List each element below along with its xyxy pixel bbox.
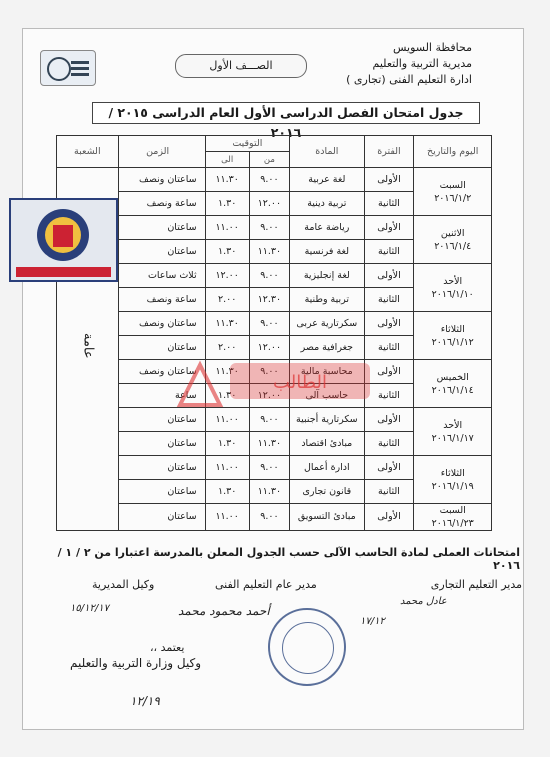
day-name: الخميس [436, 371, 469, 383]
cell-from: ١٢.٣٠ [249, 288, 289, 312]
cell-to: ١.٣٠ [205, 432, 249, 456]
cell-duration: ثلاث ساعات [118, 264, 205, 288]
header-timing: التوقيت [205, 136, 290, 152]
day-cell [414, 360, 492, 408]
day-date: ٢٠١٦/١/٢٣ [431, 518, 474, 529]
day-name: الاثنين [440, 227, 465, 239]
cell-to: ١١.٣٠ [205, 360, 249, 384]
cell-to: ١.٣٠ [205, 192, 249, 216]
deputy-handwritten-date: ١٥/١٢/١٧ [70, 603, 109, 614]
cell-duration: ساعتان [118, 456, 205, 480]
day-cell [414, 216, 492, 264]
sig-commercial-title: مدير التعليم التجارى [430, 578, 522, 591]
administration-name: ادارة التعليم الفنى (تجارى ) [346, 73, 472, 86]
cell-period: الأولى [364, 216, 414, 240]
cell-duration: ساعتان [118, 480, 205, 504]
day-name: الثلاثاء [440, 467, 465, 479]
approved-label: يعتمد ،، [150, 641, 185, 654]
cell-from: ٩.٠٠ [249, 408, 289, 432]
cell-from: ١٢.٠٠ [249, 384, 289, 408]
header-to: الى [205, 152, 249, 168]
cell-period: الأولى [364, 408, 414, 432]
commercial-handwritten-name: عادل محمد [400, 596, 447, 607]
cell-to: ١١.٠٠ [205, 408, 249, 432]
cell-duration: ساعة ونصف [118, 288, 205, 312]
header-period: الفترة [364, 136, 414, 168]
cell-period: الثانية [364, 480, 414, 504]
cell-subject: تربية دينية [290, 192, 364, 216]
cell-subject: مبادئ التسويق [290, 504, 364, 531]
governorate-name: محافظة السويس [392, 41, 472, 54]
day-name: الأحد [443, 275, 463, 287]
cell-from: ١٢.٠٠ [249, 192, 289, 216]
grade-label: الصـــف الأول [175, 54, 307, 78]
page-title: جدول امتحان الفصل الدراسى الأول العام الدراسى ٢٠١٥ / ٢٠١٦ [92, 102, 480, 124]
table-row [57, 168, 492, 192]
cell-from: ١١.٣٠ [249, 480, 289, 504]
cell-duration: ساعة [118, 384, 205, 408]
table-row [57, 216, 492, 240]
commercial-handwritten-date: ١٧/١٢ [360, 616, 385, 627]
cell-period: الأولى [364, 312, 414, 336]
official-stamp [268, 608, 346, 686]
cell-from: ١٢.٠٠ [249, 336, 289, 360]
day-name: السبت [439, 179, 466, 191]
cell-period: الثانية [364, 384, 414, 408]
general-handwritten-name: أحمد محمود محمد [178, 604, 270, 618]
day-date: ٢٠١٦/١/١٢ [431, 336, 474, 348]
day-date: ٢٠١٦/١/١٧ [431, 432, 474, 444]
cell-period: الأولى [364, 456, 414, 480]
cell-from: ٩.٠٠ [249, 360, 289, 384]
day-name: السبت [439, 505, 466, 516]
minister-deputy-title: وكيل وزارة التربية والتعليم [70, 656, 202, 670]
cell-to: ١.٣٠ [205, 384, 249, 408]
cell-from: ٩.٠٠ [249, 456, 289, 480]
day-cell [414, 408, 492, 456]
header-day: اليوم والتاريخ [414, 136, 492, 168]
cell-to: ١١.٠٠ [205, 504, 249, 531]
cell-duration: ساعتان [118, 408, 205, 432]
cell-subject: جغرافية مصر [290, 336, 364, 360]
division-label: عامة [80, 333, 96, 359]
cell-period: الأولى [364, 360, 414, 384]
header-block [346, 40, 472, 88]
cell-period: الأولى [364, 504, 414, 531]
school-emblem [6, 195, 121, 285]
cell-from: ٩.٠٠ [249, 216, 289, 240]
cell-subject: ادارة أعمال [290, 456, 364, 480]
cell-subject: لغة عربية [290, 168, 364, 192]
cell-to: ٢.٠٠ [205, 288, 249, 312]
cell-from: ٩.٠٠ [249, 264, 289, 288]
directorate-name: مديرية التربية والتعليم [372, 57, 472, 70]
cell-subject: رياضة عامة [290, 216, 364, 240]
watermark-text: الطالب [273, 372, 327, 393]
cell-period: الثانية [364, 432, 414, 456]
cell-period: الثانية [364, 336, 414, 360]
sig-general-title: مدير عام التعليم الفنى [215, 578, 317, 591]
cell-duration: ساعة ونصف [118, 192, 205, 216]
cell-period: الثانية [364, 240, 414, 264]
cell-subject: سكرتارية أجنبية [290, 408, 364, 432]
header-division: الشعبة [57, 136, 119, 168]
cell-subject: تربية وطنية [290, 288, 364, 312]
site-watermark [160, 345, 390, 415]
cell-period: الثانية [364, 192, 414, 216]
day-date: ٢٠١٦/١/٢ [434, 192, 472, 204]
table-row [57, 312, 492, 336]
cell-duration: ساعتان [118, 504, 205, 531]
day-name: الثلاثاء [440, 323, 465, 335]
cell-from: ١١.٣٠ [249, 432, 289, 456]
header-from: من [249, 152, 289, 168]
sig-deputy-title: وكيل المديرية [92, 578, 155, 591]
cell-subject: قانون تجارى [290, 480, 364, 504]
table-row [57, 504, 492, 531]
practical-exam-note: امتحانات العملى لمادة الحاسب الآلى حسب الجدول المعلن بالمدرسة اعتبارا من ٢ / ١ / ٢٠١٦ [57, 546, 520, 572]
header-duration: الزمن [118, 136, 205, 168]
cell-duration: ساعتان [118, 216, 205, 240]
cell-to: ١١.٣٠ [205, 312, 249, 336]
cell-from: ٩.٠٠ [249, 168, 289, 192]
cell-period: الثانية [364, 288, 414, 312]
day-cell [414, 168, 492, 216]
cell-to: ١١.٠٠ [205, 456, 249, 480]
cell-subject: سكرتارية عربى [290, 312, 364, 336]
day-name: الأحد [443, 419, 463, 431]
cell-subject: لغة فرنسية [290, 240, 364, 264]
cell-subject: محاسبة مالية [290, 360, 364, 384]
day-cell [414, 312, 492, 360]
cell-to: ١٢.٠٠ [205, 264, 249, 288]
ministry-logo [40, 50, 96, 86]
cell-duration: ساعتان ونصف [118, 312, 205, 336]
day-cell [414, 264, 492, 312]
cell-period: الأولى [364, 168, 414, 192]
cell-period: الأولى [364, 264, 414, 288]
cell-from: ١١.٣٠ [249, 240, 289, 264]
cell-duration: ساعتان [118, 240, 205, 264]
table-row [57, 456, 492, 480]
cell-to: ٢.٠٠ [205, 336, 249, 360]
day-date: ٢٠١٦/١/١٩ [431, 480, 474, 492]
cell-from: ٩.٠٠ [249, 312, 289, 336]
approve-handwritten-date: ١٢/١٩ [130, 694, 160, 708]
table-row [57, 264, 492, 288]
cell-to: ١١.٣٠ [205, 168, 249, 192]
cell-to: ١.٣٠ [205, 240, 249, 264]
cell-subject: مبادئ اقتصاد [290, 432, 364, 456]
cell-subject: لغة إنجليزية [290, 264, 364, 288]
day-date: ٢٠١٦/١/١٤ [431, 384, 474, 396]
cell-duration: ساعتان [118, 432, 205, 456]
exam-schedule-table [56, 135, 492, 531]
day-date: ٢٠١٦/١/١٠ [431, 288, 474, 300]
day-date: ٢٠١٦/١/٤ [434, 240, 472, 252]
cell-to: ١١.٠٠ [205, 216, 249, 240]
cell-to: ١.٣٠ [205, 480, 249, 504]
cell-from: ٩.٠٠ [249, 504, 289, 531]
day-cell [414, 456, 492, 504]
cell-duration: ساعتان [118, 336, 205, 360]
cell-subject: حاسب آلى [290, 384, 364, 408]
cell-duration: ساعتان ونصف [118, 168, 205, 192]
header-subject: المادة [290, 136, 364, 168]
cell-duration: ساعتان ونصف [118, 360, 205, 384]
day-cell [414, 504, 492, 531]
